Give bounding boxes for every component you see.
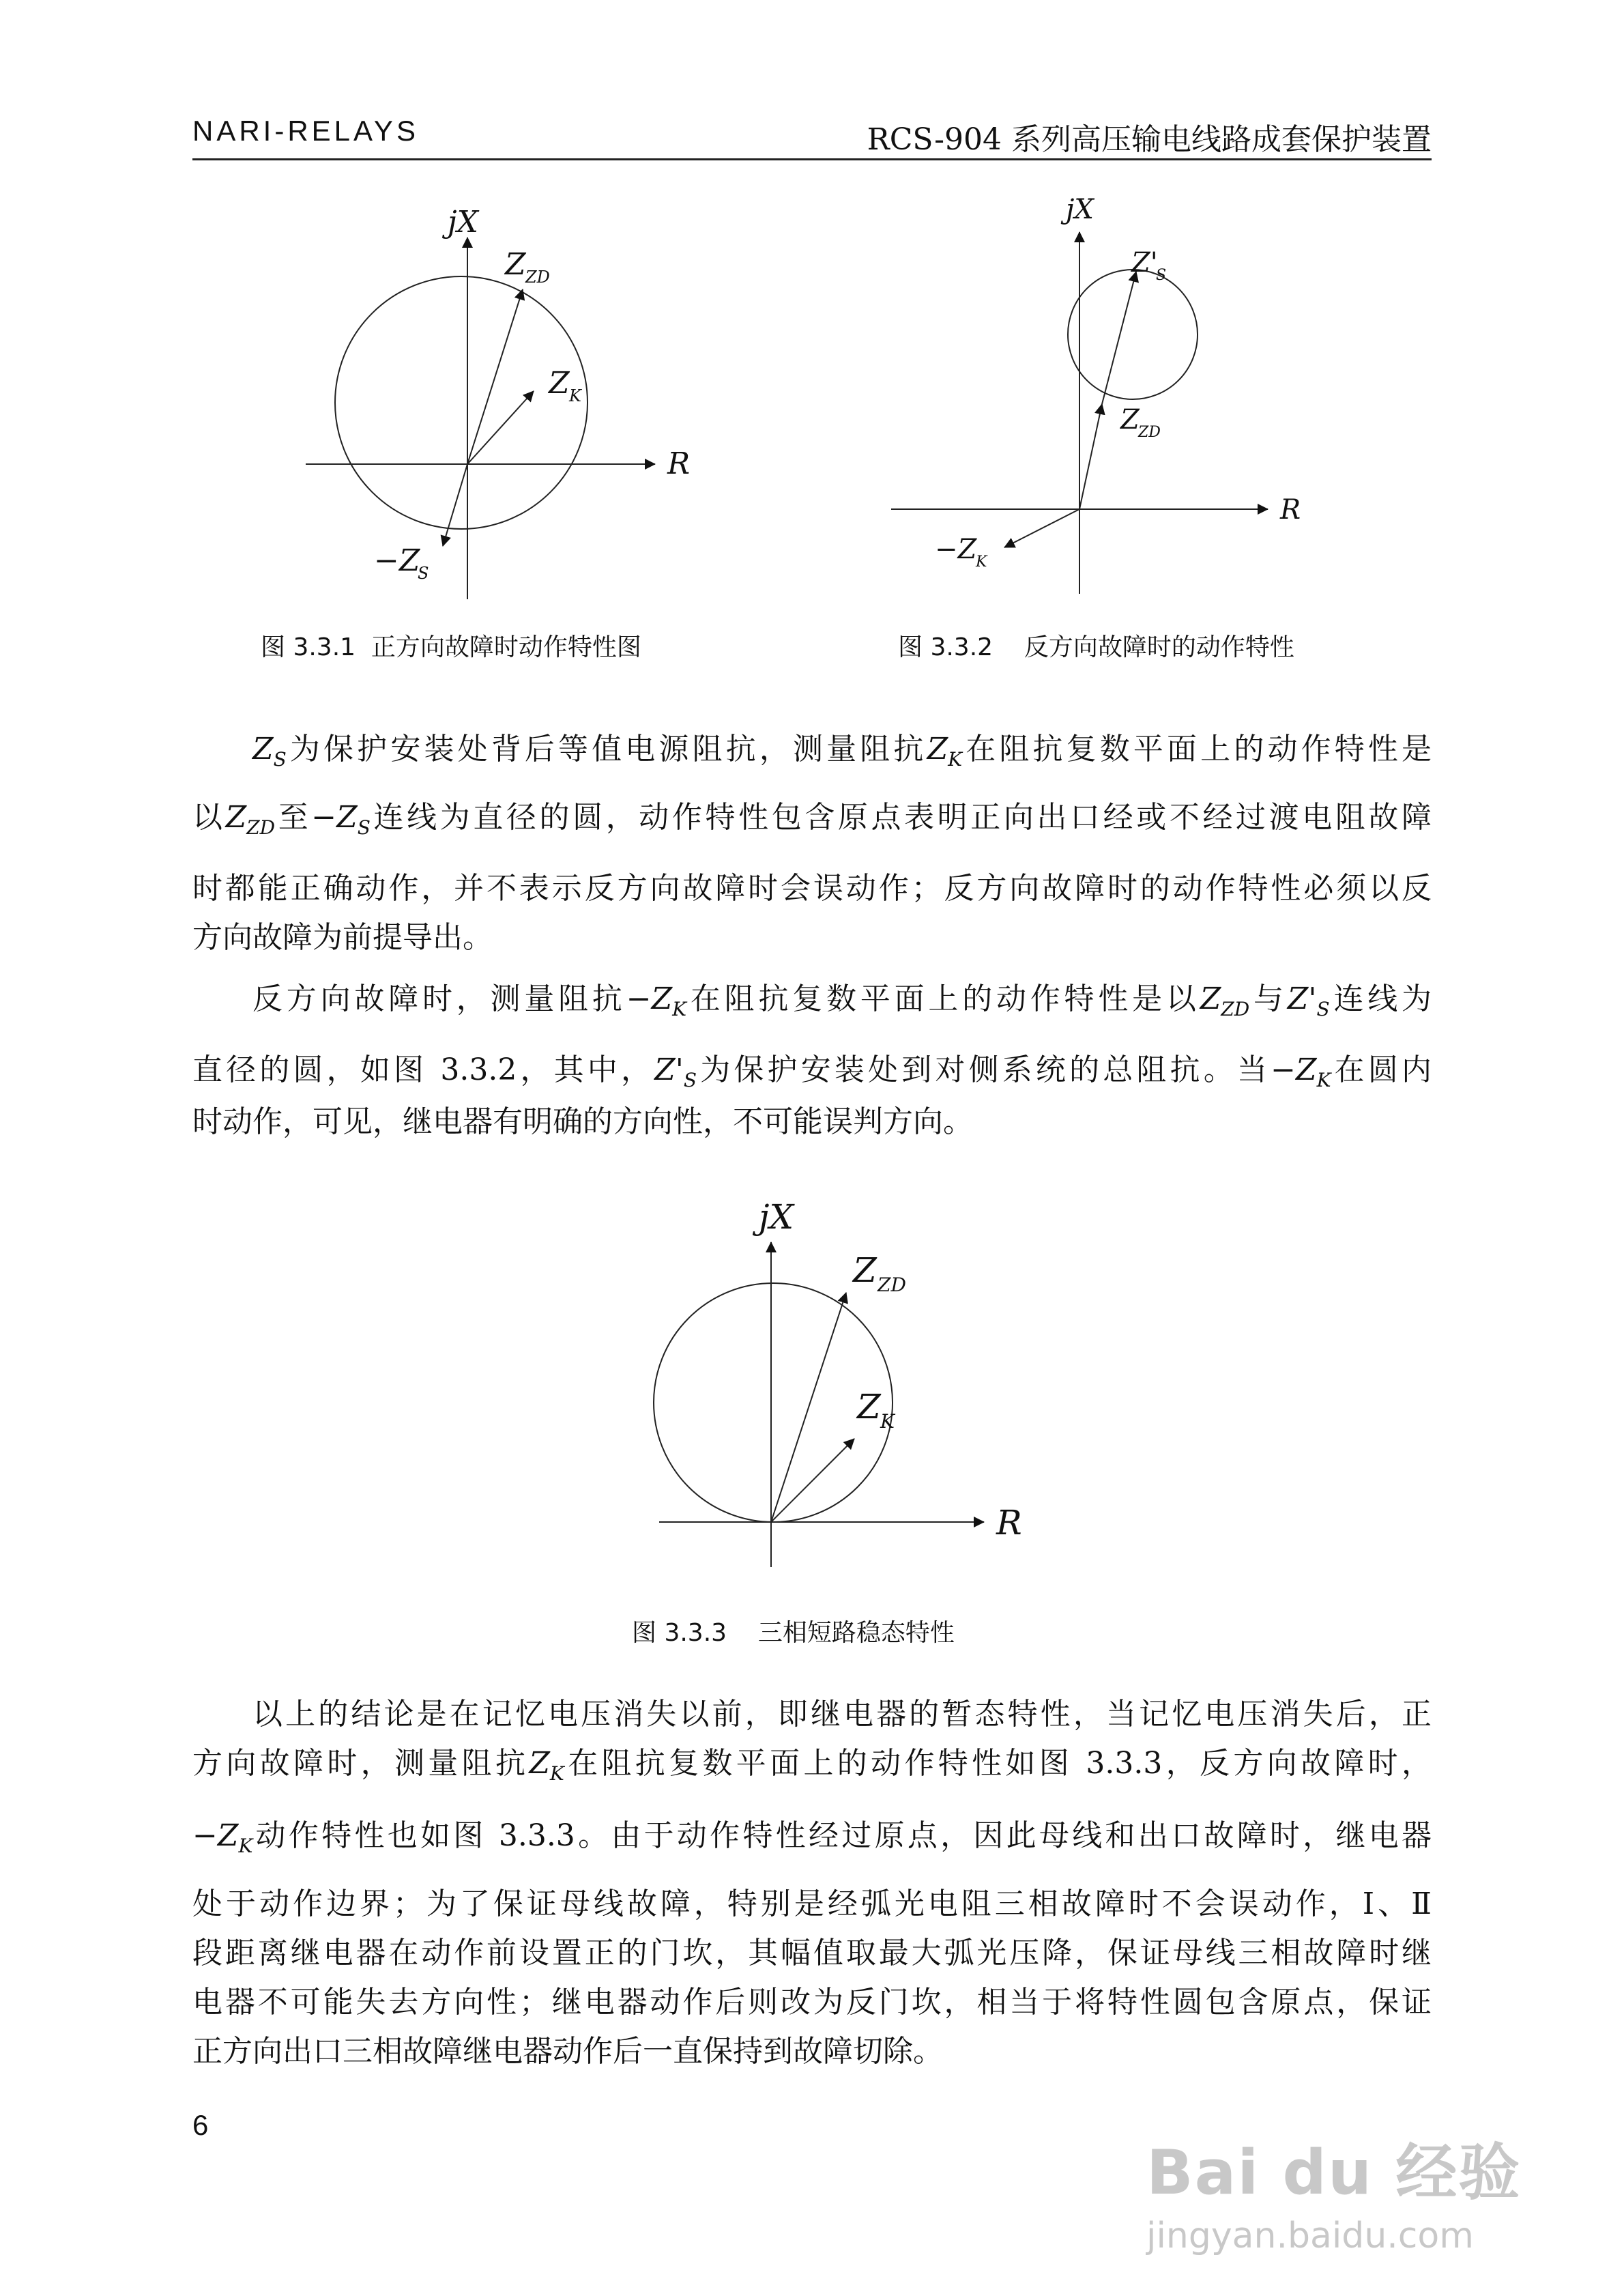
- characteristic-circle: [1068, 270, 1198, 399]
- jx-label: jX: [448, 205, 478, 240]
- paragraph-3: 以上的结论是在记忆电压消失以前，即继电器的暂态特性，当记忆电压消失后，正 方向故障时，测量阻抗$Z_K$在阻抗复数平面上的动作特性如图 3.3.3，反方向故障时， $-Z_K$动作特性也如图 3.3.3。由于动作特性经过原点，因此母线和出口故障时，继电器 处于动作边界；为了保证母线故障，特别是经弧光电阻三相故障时不会误动作，Ⅰ、Ⅱ 段距离继电器在动作前设置正的门坎，其幅值取最大弧光压降，保证母线三相故障时继 电器不可能失去方向性；继电器动作后则改为反门坎，相当于将特性圆包含原点，保证 正方向出口三相故障继电器动作后一直保持到故障切除。: [192, 1697, 1432, 2069]
- figure-3-3-3-caption: 图 3.3.3 三相短路稳态特性: [632, 1619, 955, 1647]
- watermark-brand: Bai du 经验: [1146, 2137, 1522, 2209]
- zk-label: Z: [549, 366, 570, 401]
- zzd-subscript: ZD: [1138, 424, 1161, 441]
- watermark: [1146, 2123, 1521, 2256]
- r-label: R: [1280, 494, 1301, 526]
- zk-vector: [771, 1439, 854, 1522]
- zps-subscript: S: [1156, 267, 1167, 284]
- zzd-vector: [467, 289, 523, 464]
- header-brand: NARI-RELAYS: [192, 115, 419, 147]
- minus-zs-subscript: S: [418, 564, 429, 583]
- zps-label: Z': [1131, 247, 1158, 278]
- paragraph-1: $Z_S$为保护安装处背后等值电源阻抗，测量阻抗$Z_K$在阻抗复数平面上的动作特性是 以$Z_{ZD}$至$-Z_S$连线为直径的圆，动作特性包含原点表明正向出口经或不经过渡电阻故障 时都能正确动作，并不表示反方向故障时会误动作；反方向故障时的动作特性必须以反 方向故障为前提导出。: [192, 732, 1432, 955]
- paragraph-2: 反方向故障时，测量阻抗$-Z_K$在阻抗复数平面上的动作特性是以$Z_{ZD}$与$Z'_S$连线为 直径的圆，如图 3.3.2，其中，$Z'_S$为保护安装处到对侧系统的总阻抗。当$-Z_K$在圆内 时动作，可见，继电器有明确的方向性，不可能误判方向。: [192, 981, 1432, 1139]
- figure-3-3-1-caption: 图 3.3.1 正方向故障时动作特性图: [261, 633, 641, 661]
- zzd-subscript: ZD: [878, 1274, 906, 1296]
- minus-zk-subscript: K: [976, 554, 987, 571]
- header-title: RCS-904 系列高压输电线路成套保护装置: [867, 122, 1432, 157]
- minus-zs-label: −Z: [374, 543, 420, 578]
- zzd-vector: [1079, 404, 1102, 509]
- page-number: 6: [192, 2109, 209, 2141]
- figure-3-3-3: [648, 1181, 1071, 1577]
- zk-label: Z: [857, 1387, 881, 1426]
- zzd-label: Z: [1120, 404, 1140, 435]
- figure-3-3-2: [880, 184, 1344, 607]
- zzd-label: Z: [505, 247, 526, 282]
- zzd-label: Z: [853, 1250, 877, 1290]
- minus-zk-vector: [1004, 509, 1079, 547]
- minus-zs-vector: [443, 464, 467, 546]
- characteristic-circle: [335, 276, 588, 529]
- zk-subscript: K: [880, 1410, 895, 1433]
- figure-3-3-2-caption: 图 3.3.2 反方向故障时的动作特性: [898, 633, 1294, 661]
- zk-subscript: K: [569, 386, 581, 405]
- minus-zk-label: −Z: [935, 534, 977, 565]
- zps-vector: [1102, 272, 1136, 404]
- watermark-url: jingyan.baidu.com: [1146, 2215, 1474, 2256]
- r-label: R: [667, 446, 691, 481]
- jx-label: jX: [1066, 194, 1094, 225]
- header-rule: [192, 158, 1432, 160]
- zzd-vector: [771, 1293, 846, 1522]
- jx-label: jX: [759, 1197, 794, 1237]
- zk-vector: [467, 391, 534, 464]
- r-label: R: [996, 1503, 1022, 1542]
- zzd-subscript: ZD: [525, 268, 550, 287]
- figure-3-3-1: [293, 198, 716, 621]
